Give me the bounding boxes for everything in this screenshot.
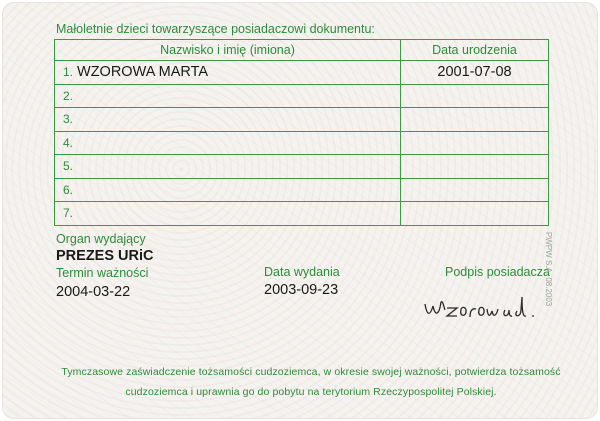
table-header-row: [55, 40, 549, 61]
row-number: 3.: [63, 112, 74, 127]
row-number: 2.: [63, 88, 74, 103]
child-dob: [401, 155, 549, 179]
footer-line-1: Tymczasowe zaświadczenie tożsamości cudzoziemca, w okresie swojej ważności, potwierdza tożsamość: [61, 366, 561, 378]
child-name: [73, 111, 77, 127]
column-name-header: Nazwisko i imię (imiona): [55, 40, 401, 61]
table-row: [55, 61, 549, 85]
children-header: Małoletnie dzieci towarzyszące posiadaczowi dokumentu:: [56, 22, 375, 36]
child-dob: [401, 108, 549, 132]
holder-signature: [421, 290, 551, 324]
table-row: [55, 84, 549, 108]
validity-label: Termin ważności: [56, 266, 149, 280]
table-row: [55, 108, 549, 132]
table-row: [55, 131, 549, 155]
validity-value: 2004-03-22: [56, 284, 131, 300]
footer-line-2: cudzoziemca i uprawnia go do pobytu na terytorium Rzeczypospolitej Polskiej.: [125, 386, 497, 398]
table-row: [55, 155, 549, 179]
row-number: 6.: [63, 182, 74, 197]
issuer-label: Organ wydający: [56, 232, 146, 246]
column-dob-header: Data urodzenia: [401, 40, 549, 61]
signature-label: Podpis posiadacza: [445, 265, 550, 279]
row-number: 5.: [63, 159, 74, 174]
child-name: WZOROWA MARTA: [77, 64, 209, 81]
printer-mark: PWPW S.A. 08.2003: [544, 232, 553, 307]
child-dob: [401, 131, 549, 155]
row-number: 1.: [63, 65, 74, 80]
issue-date-value: 2003-09-23: [264, 282, 339, 298]
table-row: [55, 178, 549, 202]
child-dob: 2001-07-08: [401, 61, 549, 85]
row-number: 4.: [63, 135, 74, 150]
table-row: [55, 202, 549, 226]
child-name: [73, 135, 77, 151]
issue-date-label: Data wydania: [264, 265, 340, 279]
child-dob: [401, 84, 549, 108]
child-dob: [401, 178, 549, 202]
document-card: [2, 2, 598, 419]
children-table: [54, 39, 549, 226]
child-name: [73, 182, 77, 198]
row-number: 7.: [63, 206, 74, 221]
child-name: [73, 205, 77, 221]
child-dob: [401, 202, 549, 226]
child-name: [73, 158, 77, 174]
child-name: [73, 88, 77, 104]
issuer-value: PREZES URiC: [56, 248, 154, 264]
